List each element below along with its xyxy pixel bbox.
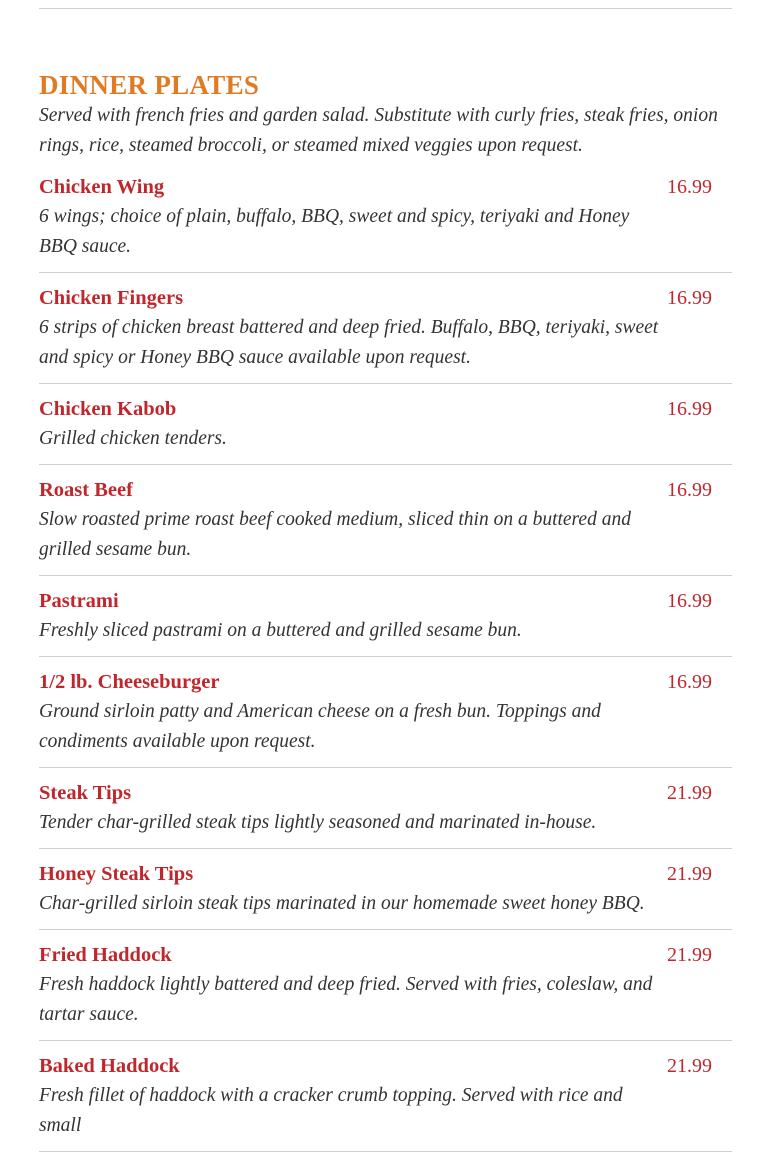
menu-item-description: Fresh haddock lightly battered and deep fried. Served with fries, coleslaw, and tartar sauce.: [39, 974, 653, 1025]
menu-item-name: Chicken Wing: [39, 176, 165, 198]
menu-item: [39, 475, 732, 576]
menu-item-list: [39, 172, 732, 1152]
menu-item-description: Ground sirloin patty and American cheese on a fresh bun. Toppings and condiments available upon request.: [39, 701, 601, 752]
menu-item-price: 16.99: [667, 287, 712, 309]
menu-item-name: 1/2 lb. Cheeseburger: [39, 671, 220, 693]
menu-item-name: Chicken Kabob: [39, 398, 177, 420]
menu-item-price: 21.99: [667, 944, 712, 966]
menu-item: [39, 1051, 732, 1152]
menu-item-name: Pastrami: [39, 590, 119, 612]
menu-item-price: 16.99: [667, 590, 712, 612]
menu-item-name: Roast Beef: [39, 479, 133, 501]
menu-item-description: Fresh fillet of haddock with a cracker crumb topping. Served with rice and small: [39, 1085, 623, 1136]
dinner-plates-section: [39, 69, 732, 1162]
menu-item-description: Grilled chicken tenders.: [39, 428, 227, 449]
menu-item-price: 21.99: [667, 1055, 712, 1077]
menu-item: [39, 859, 732, 930]
menu-item-name: Chicken Fingers: [39, 287, 184, 309]
top-divider: [39, 8, 732, 9]
menu-item: [39, 586, 732, 657]
menu-item-description: Slow roasted prime roast beef cooked medium, sliced thin on a buttered and grilled sesame bun.: [39, 509, 631, 560]
menu-item-description: Tender char-grilled steak tips lightly seasoned and marinated in-house.: [39, 812, 597, 833]
menu-item-name: Honey Steak Tips: [39, 863, 194, 885]
menu-item-price: 16.99: [667, 176, 712, 198]
menu-item-name: Fried Haddock: [39, 944, 172, 966]
menu-item-name: Steak Tips: [39, 782, 132, 804]
menu-item: [39, 940, 732, 1041]
menu-item-description: 6 strips of chicken breast battered and deep fried. Buffalo, BBQ, teriyaki, sweet and spicy or Honey BBQ sauce available upon request.: [39, 317, 659, 368]
menu-item-description: 6 wings; choice of plain, buffalo, BBQ, sweet and spicy, teriyaki and Honey BBQ sauce.: [39, 206, 630, 257]
menu-item-price: 21.99: [667, 863, 712, 885]
section-title: DINNER PLATES: [39, 70, 260, 100]
menu-item: [39, 283, 732, 384]
menu-item-name: Baked Haddock: [39, 1055, 180, 1077]
menu-item-description: Char-grilled sirloin steak tips marinated in our homemade sweet honey BBQ.: [39, 893, 645, 914]
menu-item: [39, 172, 732, 273]
menu-item: [39, 667, 732, 768]
menu-item: [39, 394, 732, 465]
menu-item-description: Freshly sliced pastrami on a buttered and grilled sesame bun.: [39, 620, 522, 641]
menu-item-price: 16.99: [667, 398, 712, 420]
menu-item-price: 16.99: [667, 671, 712, 693]
menu-item: [39, 778, 732, 849]
section-intro: Served with french fries and garden salad. Substitute with curly fries, steak fries, onion rings, rice, steamed broccoli, or steamed mixed veggies upon request.: [39, 105, 718, 156]
menu-item-price: 21.99: [667, 782, 712, 804]
menu-item-price: 16.99: [667, 479, 712, 501]
